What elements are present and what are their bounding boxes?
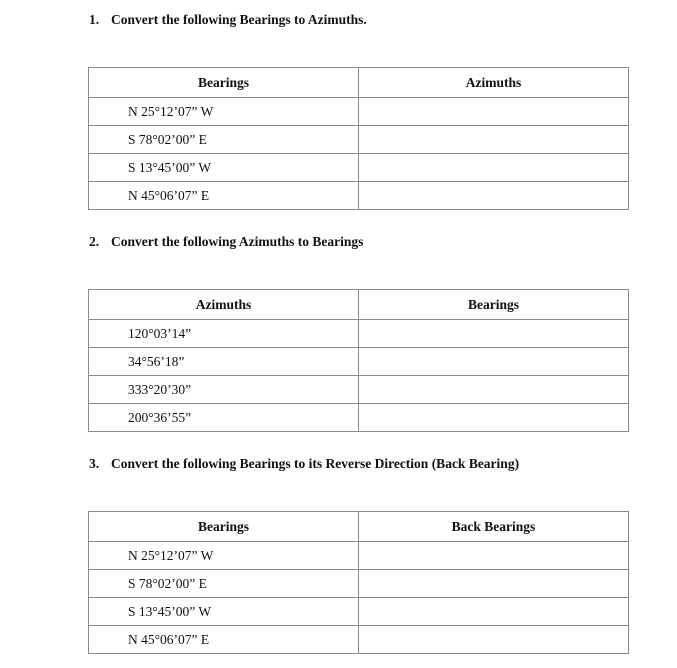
table-row — [89, 542, 629, 570]
question-2-heading — [89, 234, 363, 250]
question-1-table — [88, 67, 629, 210]
answer-cell[interactable] — [359, 126, 629, 154]
question-1-heading — [89, 12, 367, 28]
table-row — [89, 126, 629, 154]
given-value-cell: 120°03’14” — [89, 320, 359, 348]
table-header-row — [89, 290, 629, 320]
answer-cell[interactable] — [359, 570, 629, 598]
given-value-cell: 34°56’18” — [89, 348, 359, 376]
given-value-cell: 200°36’55” — [89, 404, 359, 432]
column-header: Bearings — [89, 512, 359, 542]
answer-cell[interactable] — [359, 320, 629, 348]
answer-cell[interactable] — [359, 154, 629, 182]
table-header-row — [89, 68, 629, 98]
given-value-cell: N 45°06’07” E — [89, 182, 359, 210]
table-row — [89, 320, 629, 348]
question-title: Convert the following Bearings to Azimuths. — [111, 12, 367, 27]
table-row — [89, 98, 629, 126]
answer-cell[interactable] — [359, 348, 629, 376]
answer-cell[interactable] — [359, 404, 629, 432]
table-header-row — [89, 512, 629, 542]
given-value-cell: N 25°12’07” W — [89, 98, 359, 126]
column-header: Bearings — [89, 68, 359, 98]
answer-cell[interactable] — [359, 376, 629, 404]
answer-cell[interactable] — [359, 98, 629, 126]
answer-cell[interactable] — [359, 626, 629, 654]
table-row — [89, 154, 629, 182]
answer-cell[interactable] — [359, 182, 629, 210]
question-title: Convert the following Azimuths to Bearings — [111, 234, 364, 249]
given-value-cell: N 45°06’07” E — [89, 626, 359, 654]
question-2-table — [88, 289, 629, 432]
given-value-cell: 333°20’30” — [89, 376, 359, 404]
table-row — [89, 598, 629, 626]
column-header: Azimuths — [89, 290, 359, 320]
given-value-cell: N 25°12’07” W — [89, 542, 359, 570]
answer-cell[interactable] — [359, 598, 629, 626]
answer-cell[interactable] — [359, 542, 629, 570]
column-header: Azimuths — [359, 68, 629, 98]
question-number: 2. — [89, 234, 100, 249]
table-row — [89, 404, 629, 432]
given-value-cell: S 78°02’00” E — [89, 570, 359, 598]
table-row — [89, 626, 629, 654]
column-header: Bearings — [359, 290, 629, 320]
question-title: Convert the following Bearings to its Reverse Direction (Back Bearing) — [111, 456, 520, 471]
given-value-cell: S 13°45’00” W — [89, 154, 359, 182]
given-value-cell: S 13°45’00” W — [89, 598, 359, 626]
question-3-heading — [89, 456, 519, 472]
question-number: 3. — [89, 456, 100, 471]
table-row — [89, 182, 629, 210]
table-row — [89, 570, 629, 598]
column-header: Back Bearings — [359, 512, 629, 542]
question-number: 1. — [89, 12, 100, 27]
table-row — [89, 348, 629, 376]
given-value-cell: S 78°02’00” E — [89, 126, 359, 154]
question-3-table — [88, 511, 629, 654]
table-row — [89, 376, 629, 404]
